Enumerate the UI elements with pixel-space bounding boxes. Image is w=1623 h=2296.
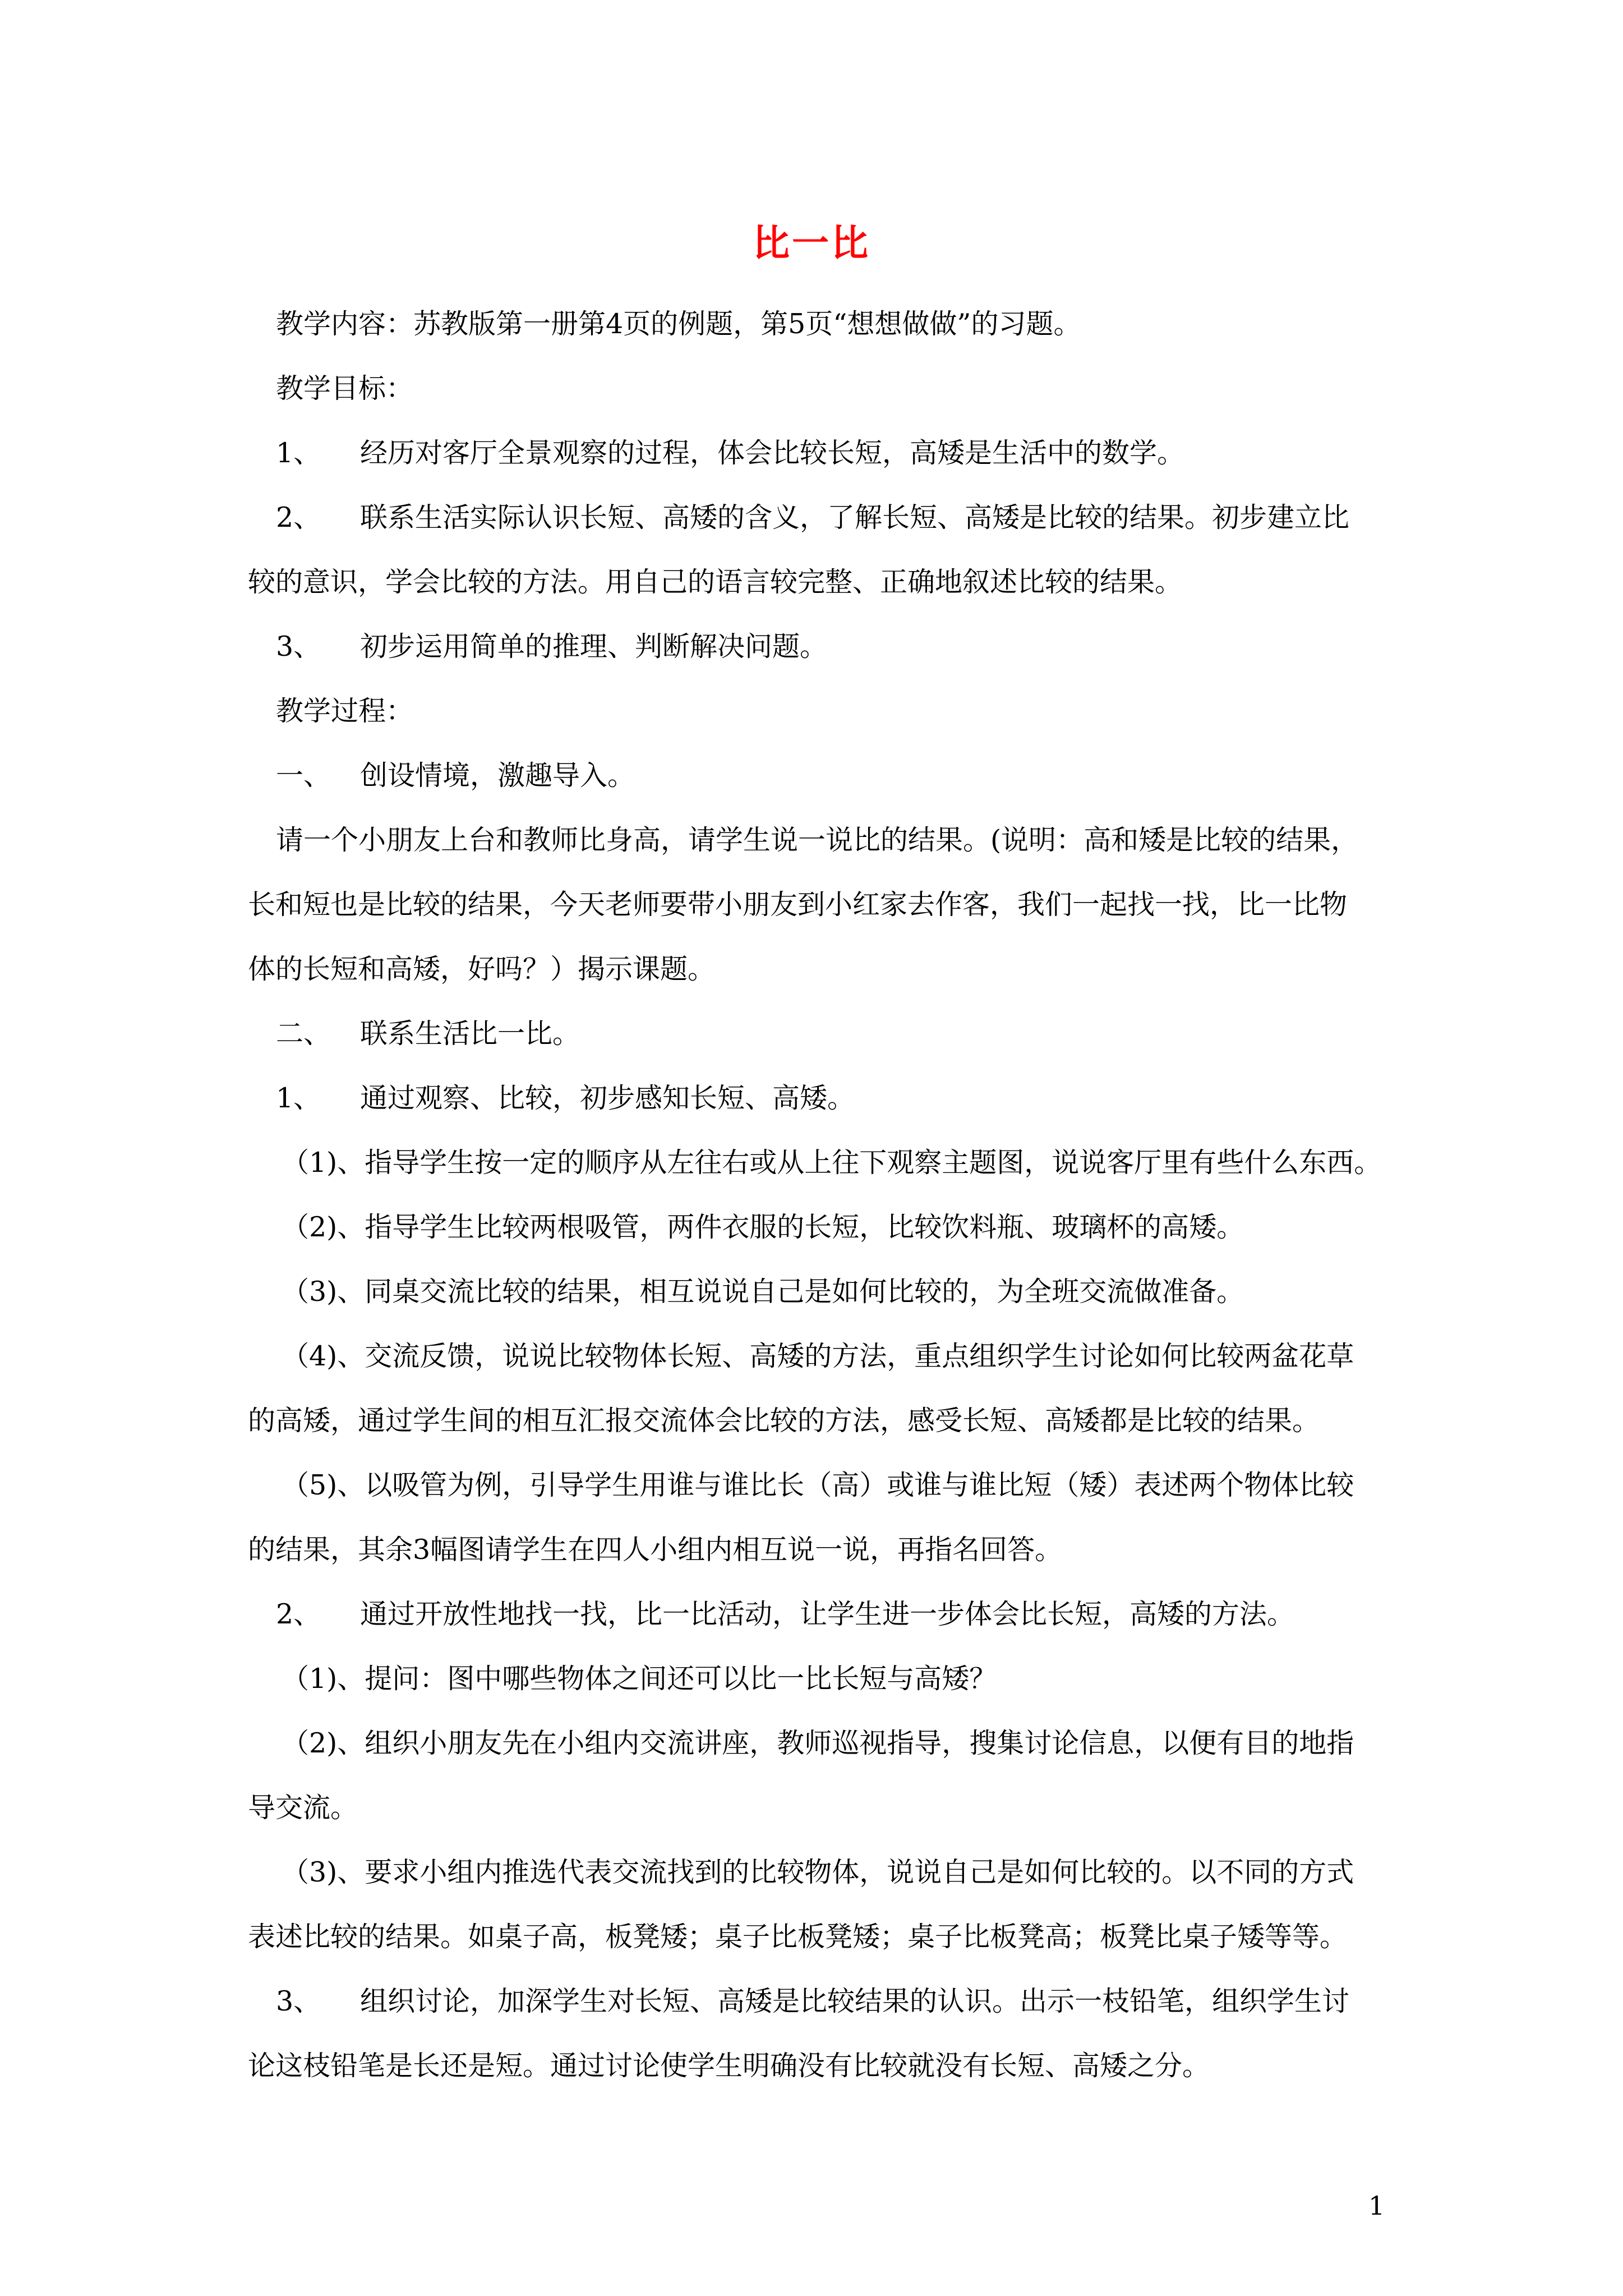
section-1-heading: [248, 743, 1386, 808]
step-3-heading: [248, 1969, 1386, 2033]
step-2-title: 通过开放性地找一找，比一比活动，让学生进一步体会比长短，高矮的方法。: [360, 1598, 1295, 1630]
section-1-paragraph-line-3: 体的长短和高矮，好吗？）揭示课题。: [248, 953, 716, 985]
goal-item-3-number: 3、: [276, 631, 321, 662]
step-2-sub-3: （3)、要求小组内推选代表交流找到的比较物体，说说自己是如何比较的。以不同的方式: [282, 1856, 1354, 1888]
goal-item-3: [248, 614, 1386, 679]
step-1-sub-5-continued: 的结果，其余3幅图请学生在四人小组内相互说一说，再指名回答。: [248, 1534, 1063, 1566]
step-2-sub-1: （1)、提问：图中哪些物体之间还可以比一比长短与高矮？: [282, 1663, 997, 1695]
goal-item-1: [248, 421, 1386, 485]
heading-teaching-process: 教学过程：: [276, 695, 414, 727]
page-title: 比一比: [753, 221, 870, 265]
goal-item-2-number: 2、: [276, 501, 321, 533]
section-2-title: 联系生活比一比。: [360, 1018, 580, 1050]
step-1-number: 1、: [276, 1082, 321, 1114]
goal-item-3-text: 初步运用简单的推理、判断解决问题。: [360, 631, 828, 662]
step-1-title: 通过观察、比较，初步感知长短、高矮。: [360, 1082, 855, 1114]
step-3-title: 组织讨论，加深学生对长短、高矮是比较结果的认识。出示一枝铅笔，组织学生讨: [360, 1985, 1350, 2017]
page-number: 1: [1368, 2191, 1385, 2221]
step-1-heading: [248, 1066, 1386, 1130]
section-2-heading: [248, 1001, 1386, 1066]
step-1-sub-5: （5)、以吸管为例，引导学生用谁与谁比长（高）或谁与谁比短（矮）表述两个物体比较: [282, 1469, 1354, 1501]
step-1-sub-1: （1)、指导学生按一定的顺序从左往右或从上往下观察主题图，说说客厅里有些什么东西。: [282, 1147, 1382, 1179]
section-1-paragraph-line-2: 长和短也是比较的结果，今天老师要带小朋友到小红家去作客，我们一起找一找，比一比物: [248, 889, 1348, 921]
step-2-sub-2-continued: 导交流。: [248, 1792, 358, 1824]
goal-item-2-text: 联系生活实际认识长短、高矮的含义，了解长短、高矮是比较的结果。初步建立比: [360, 501, 1350, 533]
step-1-sub-4-continued: 的高矮，通过学生间的相互汇报交流体会比较的方法，感受长短、高矮都是比较的结果。: [248, 1405, 1320, 1437]
section-1-paragraph-line-1: 请一个小朋友上台和教师比身高，请学生说一说比的结果。(说明：高和矮是比较的结果，: [276, 824, 1359, 856]
step-2-sub-2: （2)、组织小朋友先在小组内交流讲座，教师巡视指导，搜集讨论信息，以便有目的地指: [282, 1727, 1354, 1759]
goal-item-1-number: 1、: [276, 437, 321, 469]
step-1-sub-3: （3)、同桌交流比较的结果，相互说说自己是如何比较的，为全班交流做准备。: [282, 1276, 1244, 1308]
document-body: [248, 292, 1386, 2098]
goal-item-2-continued: 较的意识，学会比较的方法。用自己的语言较完整、正确地叙述比较的结果。: [248, 566, 1183, 598]
step-1-sub-2: （2)、指导学生比较两根吸管，两件衣服的长短，比较饮料瓶、玻璃杯的高矮。: [282, 1211, 1244, 1243]
goal-item-1-text: 经历对客厅全景观察的过程，体会比较长短，高矮是生活中的数学。: [360, 437, 1185, 469]
step-1-sub-4: （4)、交流反馈，说说比较物体长短、高矮的方法，重点组织学生讨论如何比较两盆花草: [282, 1340, 1354, 1372]
goal-item-2: [248, 485, 1386, 550]
step-3-number: 3、: [276, 1985, 321, 2017]
heading-teaching-goals: 教学目标：: [276, 372, 414, 404]
step-2-number: 2、: [276, 1598, 321, 1630]
paragraph-teaching-content: 教学内容：苏教版第一册第4页的例题，第5页“想想做做”的习题。: [276, 308, 1081, 340]
step-2-heading: [248, 1582, 1386, 1646]
section-2-number: 二、: [276, 1018, 331, 1050]
section-1-title: 创设情境，激趣导入。: [360, 760, 635, 792]
section-1-number: 一、: [276, 760, 331, 792]
step-2-sub-3-continued: 表述比较的结果。如桌子高，板凳矮；桌子比板凳矮；桌子比板凳高；板凳比桌子矮等等。: [248, 1921, 1348, 1953]
step-3-continued: 论这枝铅笔是长还是短。通过讨论使学生明确没有比较就没有长短、高矮之分。: [248, 2050, 1210, 2082]
